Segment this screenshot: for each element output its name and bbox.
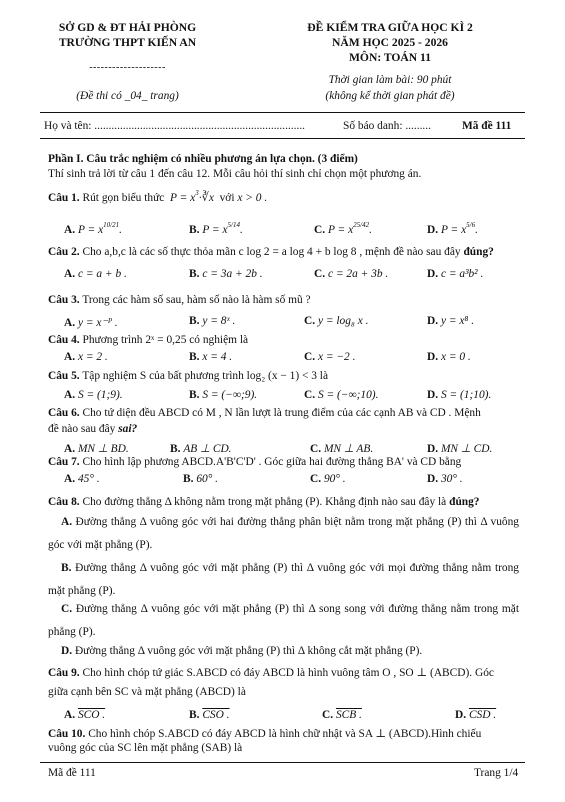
option-value: S = (−∞;9). [202, 389, 258, 401]
option-label: B. [170, 443, 181, 455]
option-label: A. [64, 317, 76, 329]
option-value: 60° . [196, 473, 218, 485]
option-a[interactable] [48, 511, 519, 556]
option-label: A. [64, 351, 76, 363]
option-c[interactable] [48, 598, 519, 643]
option-label: D. [61, 645, 73, 657]
option-b[interactable] [189, 709, 230, 721]
option-value: Đường thẳng Δ vuông góc với mặt phẳng (P) thì Δ không cắt mặt phẳng (P). [74, 645, 423, 657]
question-text: Rút gọn biểu thức [82, 192, 165, 204]
header-dashes: -------------------- [89, 62, 166, 73]
option-value: c = 2a + 3b . [327, 268, 389, 280]
question-text: Cho a,b,c là các số thực thỏa mãn c log 2 = a log 4 + b log 8 , mệnh đề nào sau đây [82, 246, 461, 258]
school-year: NĂM HỌC 2025 - 2026 [332, 36, 448, 49]
option-value: c = 3a + 2b . [202, 268, 263, 280]
option-label: D. [427, 389, 439, 401]
question-text: Cho tứ diện đều ABCD có M , N lần lượt là trung điểm của các cạnh AB và CD . Mệnh [82, 407, 481, 419]
option-label: D. [455, 709, 467, 721]
math-expression: $P = x^3\cdot∛x$ [167, 189, 217, 204]
option-label: C. [314, 224, 326, 236]
option-value: MN ⊥ AB. [323, 443, 374, 455]
option-value: x = 0 . [440, 351, 471, 363]
option-a[interactable] [64, 473, 100, 485]
option-value: Đường thẳng Δ vuông góc với mặt phẳng (P) thì Δ song song với đường thẳng nằm trong mặt phẳng (P). [48, 603, 519, 638]
option-label: C. [310, 443, 322, 455]
option-label: A. [64, 473, 76, 485]
option-value: c = a³b² . [440, 268, 484, 280]
question-label: Câu 1. [48, 192, 80, 204]
question-label: Câu 4. [48, 334, 80, 346]
option-c[interactable] [304, 389, 378, 401]
option-c[interactable] [304, 351, 355, 363]
question-3 [48, 294, 311, 306]
option-value: S = (−∞;10). [317, 389, 379, 401]
option-c[interactable] [310, 441, 373, 455]
option-b[interactable] [189, 389, 257, 401]
option-label: C. [314, 268, 326, 280]
question-label: Câu 2. [48, 246, 80, 258]
option-c[interactable] [314, 268, 388, 280]
option-a[interactable] [64, 351, 108, 363]
option-label: B. [189, 224, 200, 236]
option-value: y = 8ˣ . [202, 315, 236, 327]
footer-page-number: Trang 1/4 [474, 767, 519, 779]
option-label: D. [427, 268, 439, 280]
option-value: y = log₈ x . [317, 315, 369, 327]
option-b[interactable] [189, 351, 232, 363]
option-label: C. [310, 473, 322, 485]
question-text: Cho đường thẳng Δ không nằm trong mặt phẳng (P). Khẳng định nào sau đây là [82, 496, 447, 508]
option-label: A. [64, 224, 76, 236]
option-value: CSO . [202, 709, 230, 721]
option-b[interactable] [48, 557, 519, 602]
question-label: Câu 8. [48, 496, 80, 508]
option-b[interactable] [183, 473, 218, 485]
option-label: C. [304, 315, 316, 327]
option-value: MN ⊥ CD. [440, 443, 493, 455]
subject: MÔN: TOÁN 11 [348, 51, 432, 64]
option-label: D. [427, 351, 439, 363]
option-label: B. [189, 389, 200, 401]
option-label: C. [304, 351, 316, 363]
question-text: Tập nghiệm S của bất phương trình log₂ (x − 1) < 3 là [82, 370, 329, 382]
question-text: với [219, 192, 235, 204]
header-divider [40, 112, 525, 113]
option-a[interactable] [64, 389, 123, 401]
question-text: giữa cạnh bên SC và mặt phẳng (ABCD) là [48, 686, 246, 698]
option-d[interactable]: D. $P = x^{5/6}$. [427, 221, 478, 236]
option-value: 30° . [440, 473, 463, 485]
option-c[interactable]: C. $P = x^{25/42}$. [314, 221, 372, 236]
school-department: SỞ GD & ĐT HẢI PHÒNG [58, 21, 197, 34]
question-label: Câu 5. [48, 370, 80, 382]
option-label: B. [189, 709, 200, 721]
option-a[interactable] [64, 441, 129, 455]
option-value: y = x⁻ᴾ . [77, 317, 118, 329]
option-d[interactable] [427, 351, 471, 363]
option-value: x = 4 . [202, 351, 233, 363]
option-b[interactable] [189, 315, 235, 327]
option-value: S = (1;10). [440, 389, 492, 401]
option-value: SCB . [335, 709, 362, 721]
option-value: Đường thẳng Δ vuông góc với mặt phẳng (P) thì Δ vuông góc với mọi đường thẳng nằm trong mặt phẳng (P). [48, 562, 519, 597]
page-count-note: (Đề thi có _04_ trang) [76, 90, 179, 102]
question-10 [48, 726, 481, 740]
part-instruction: Thí sinh trả lời từ câu 1 đến câu 12. Mỗi câu hỏi thí sinh chỉ chọn một phương án. [48, 168, 422, 180]
school-name: TRƯỜNG THPT KIẾN AN [58, 36, 197, 49]
question-text: Trong các hàm số sau, hàm số nào là hàm số mũ ? [82, 294, 311, 306]
question-label: Câu 7. [48, 456, 80, 468]
question-label: Câu 3. [48, 294, 80, 306]
option-a[interactable]: A. $P = x^{10/21}$. [64, 221, 122, 236]
option-a[interactable] [64, 315, 118, 329]
option-b[interactable] [170, 441, 232, 455]
option-value: x = 2 . [77, 351, 108, 363]
option-b[interactable]: B. $P = x^{5/14}$. [189, 221, 243, 236]
option-label: D. [427, 443, 439, 455]
emphasis: sai? [118, 423, 138, 435]
option-label: C. [322, 709, 334, 721]
option-label: B. [189, 315, 200, 327]
option-d[interactable] [455, 709, 496, 721]
option-c[interactable] [322, 709, 362, 721]
exam-title: ĐỀ KIỂM TRA GIỮA HỌC KÌ 2 [307, 21, 473, 34]
question-1 [48, 189, 267, 204]
time-note: (không kể thời gian phát đề) [325, 90, 455, 102]
question-text: Cho hình chóp tứ giác S.ABCD có đáy ABCD là hình vuông tâm O , SO ⊥ (ABCD). Góc [82, 667, 494, 679]
option-label: C. [61, 603, 73, 615]
question-4 [48, 334, 248, 346]
question-9-continued [48, 686, 246, 698]
option-label: A. [61, 516, 73, 528]
candidate-number-field: Số báo danh: ......... [343, 120, 431, 132]
option-value: CSD . [468, 709, 497, 721]
question-text: Phương trình 2ˣ = 0,25 có nghiệm là [82, 334, 249, 346]
option-value: y = x⁸ . [440, 315, 475, 327]
question-2 [48, 246, 494, 258]
option-d[interactable] [427, 389, 491, 401]
option-label: A. [64, 389, 76, 401]
option-d[interactable] [48, 640, 519, 663]
exam-code: Mã đề 111 [462, 120, 512, 132]
question-6-continued [48, 423, 137, 435]
option-d[interactable] [427, 441, 492, 455]
option-a[interactable] [64, 709, 105, 721]
part-title: Phần I. Câu trắc nghiệm có nhiều phương án lựa chọn. (3 điểm) [48, 153, 358, 165]
question-6 [48, 407, 481, 419]
question-text: vuông góc của SC lên mặt phẳng (SAB) là [48, 742, 243, 754]
student-divider [40, 138, 525, 139]
option-label: B. [183, 473, 194, 485]
option-c[interactable] [304, 315, 369, 327]
option-label: C. [304, 389, 316, 401]
time-allowed: Thời gian làm bài: 90 phút [328, 74, 452, 86]
option-value: Đường thẳng Δ vuông góc với hai đường thẳng phân biệt nằm trong mặt phẳng (P) thì Δ vuông góc với mặt phẳng (P). [48, 516, 519, 551]
option-d[interactable] [427, 315, 474, 327]
question-9 [48, 665, 494, 679]
footer-divider [40, 762, 525, 763]
option-d[interactable] [427, 473, 463, 485]
footer-exam-code: Mã đề 111 [48, 767, 96, 779]
question-7 [48, 456, 461, 468]
option-value: SCO . [77, 709, 106, 721]
option-d[interactable] [427, 268, 483, 280]
option-a[interactable] [64, 268, 127, 280]
option-label: D. [427, 473, 439, 485]
question-8 [48, 496, 480, 508]
condition: x > 0 . [237, 192, 268, 204]
option-label: A. [64, 268, 76, 280]
question-label: Câu 6. [48, 407, 80, 419]
option-label: D. [427, 224, 439, 236]
option-b[interactable] [189, 268, 263, 280]
question-5 [48, 370, 328, 382]
option-value: 90° . [323, 473, 346, 485]
option-label: B. [189, 351, 200, 363]
question-label: Câu 9. [48, 667, 80, 679]
question-label: Câu 10. [48, 728, 86, 740]
option-label: D. [427, 315, 439, 327]
option-value: AB ⊥ CD. [183, 443, 232, 455]
option-value: S = (1;9). [77, 389, 123, 401]
student-name-field: Họ và tên: .......................................................................... [44, 120, 306, 132]
emphasis: đúng? [463, 246, 494, 258]
option-label: A. [64, 709, 76, 721]
emphasis: đúng? [449, 496, 480, 508]
option-value: 45° . [77, 473, 100, 485]
option-label: B. [189, 268, 200, 280]
option-value: MN ⊥ BD. [77, 443, 129, 455]
option-value: c = a + b . [77, 268, 127, 280]
question-text: Cho hình chóp S.ABCD có đáy ABCD là hình chữ nhật và SA ⊥ (ABCD).Hình chiếu [88, 728, 482, 740]
question-text: đề nào sau đây [48, 423, 116, 435]
option-value: x = −2 . [317, 351, 356, 363]
question-text: Cho hình lập phương ABCD.A'B'C'D' . Góc giữa hai đường thẳng BA' và CD bằng [82, 456, 462, 468]
question-10-continued [48, 742, 242, 754]
option-label: B. [61, 562, 72, 574]
option-c[interactable] [310, 473, 346, 485]
option-label: A. [64, 443, 76, 455]
